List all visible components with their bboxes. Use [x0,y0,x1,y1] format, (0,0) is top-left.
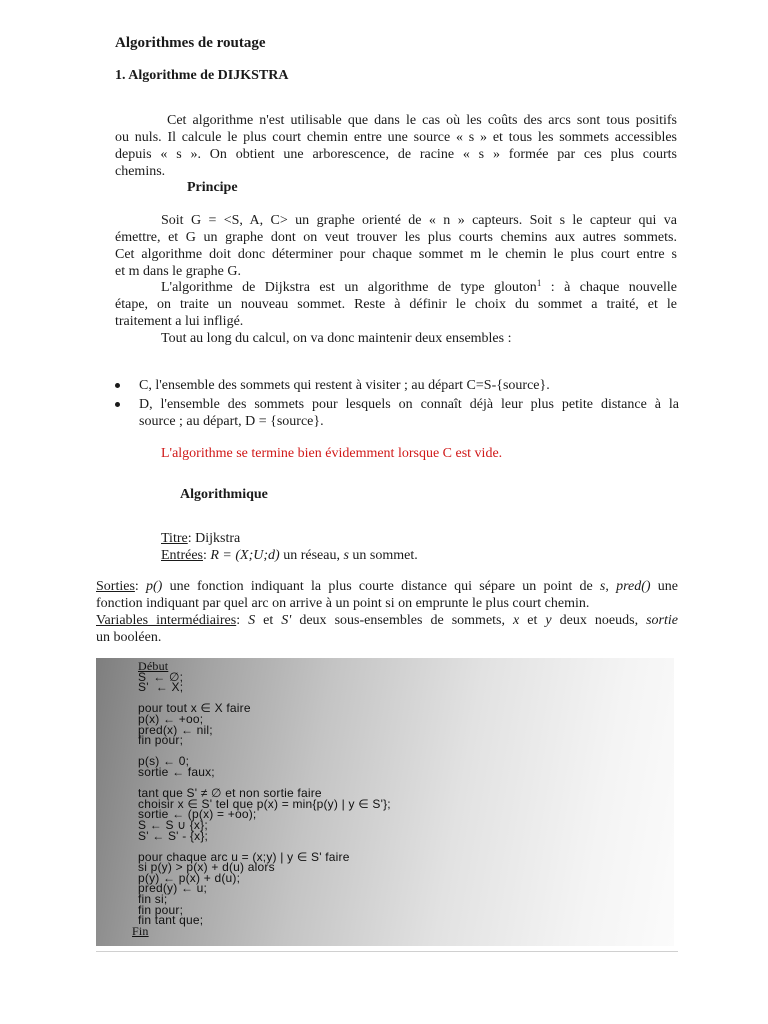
glouton-line: L'algorithme de Dijkstra est un algorithme de type glouton$^1$ : à chaque nouvelle [161,278,677,295]
code-line: p(s) ← 0; [138,754,190,769]
code-line: fin pour; [138,902,184,917]
section-heading-dijkstra: 1. Algorithme de DIJKSTRA [115,68,289,83]
sorties-label: Sorties [96,579,135,594]
intro-line: ou nuls. Il calcule le plus court chemin entre une source « s » et tous les sommets accessibles [115,130,677,145]
entrees-label: Entrées [161,548,203,563]
sorties-line: Sorties: p() une fonction indiquant la plus courte distance qui sépare un point de s, pred() une [96,579,679,594]
code-line: fin si; [138,892,168,907]
code-line: S ← S ∪ {x}; [138,817,208,832]
code-line: S' ← S' - {x}; [138,828,209,843]
principe-line: émettre, et G un graphe dont on veut trouver les plus courts chemins aux autres sommets. [115,230,677,245]
ensembles-intro: Tout au long du calcul, on va donc maintenir deux ensembles : [161,331,512,346]
titre-label: Titre [161,531,188,546]
code-line: fin tant que; [138,913,204,928]
variables-line: Variables intermédiaires: S et S' deux sous-ensembles de sommets, x et y deux noeuds, sortie [96,613,678,628]
intro-line: chemins. [115,164,166,179]
glouton-paragraph [115,279,677,330]
variables-line: un booléen. [96,630,162,645]
glouton-line: étape, on traite un nouveau sommet. Reste à définir le choix du sommet a traité, et le [115,297,677,312]
sorties-paragraph [96,578,678,646]
page-divider [96,951,678,952]
variables-label: Variables intermédiaires [96,613,237,628]
sorties-line: fonction indiquant par quel arc on arrive à un point si on emprunte le plus court chemin. [96,596,590,611]
entrees-line: Entrées: R = (X;U;d) un réseau, s un sommet. [161,548,418,563]
list-item: C, l'ensemble des sommets qui restent à visiter ; au départ C=S-{source}. [113,377,679,394]
code-line: pour chaque arc u = (x;y) | y ∈ S' faire [138,849,350,864]
document-title: Algorithmes de routage [115,35,266,51]
principe-line: et m dans le graphe G. [115,264,241,279]
code-line: pour tout x ∈ X faire [138,701,251,716]
code-line: S ← ∅; [138,669,184,684]
intro-paragraph [115,112,677,180]
code-line: sortie ← (p(x) = +oo); [138,807,257,822]
principe-line: Cet algorithme doit donc déterminer pour chaque sommet m le chemin le plus court entre s [115,247,677,262]
code-line: pred(y) ← u; [138,881,208,896]
titre-line: Titre: Dijkstra [161,531,241,546]
principe-heading: Principe [187,180,238,195]
code-line: tant que S' ≠ ∅ et non sortie faire [138,786,322,801]
pseudocode-block [132,659,391,938]
pseudocode-image [96,658,674,946]
code-line: choisir x ∈ S' tel que p(x) = min{p(y) | y ∈ S'}; [138,796,391,811]
intro-line: depuis « s ». On obtient une arborescence, de racine « s » formée par ces plus courts [115,147,677,162]
code-line: si p(y) > p(x) + d(u) alors [138,860,275,875]
list-item: D, l'ensemble des sommets pour lesquels on connaît déjà leur plus petite distance à la source ; au départ, D = {source}. [113,396,679,430]
glouton-line: traitement a lui infligé. [115,314,244,329]
pseudocode-debut: Début [138,659,169,673]
pseudocode-fin: Fin [132,923,149,938]
code-line: p(y) ← p(x) + d(u); [138,870,241,885]
intro-line: Cet algorithme n'est utilisable que dans le cas où les coûts des arcs sont tous positifs [167,113,677,128]
code-line: sortie ← faux; [138,764,215,779]
code-line: S' ← X; [138,680,184,695]
algorithmique-heading: Algorithmique [180,487,268,502]
code-line: pred(x) ← nil; [138,722,213,737]
code-line: fin pour; [138,733,184,748]
footnote-mark: 1 [536,278,542,288]
code-line: p(x) ← +oo; [138,711,204,726]
principe-line: Soit G = <S, A, C> un graphe orienté de « n » capteurs. Soit s le capteur qui va [161,213,677,228]
termination-note: L'algorithme se termine bien évidemment lorsque C est vide. [161,446,503,461]
sets-bullet-list [113,377,679,430]
principe-paragraph [115,212,677,280]
